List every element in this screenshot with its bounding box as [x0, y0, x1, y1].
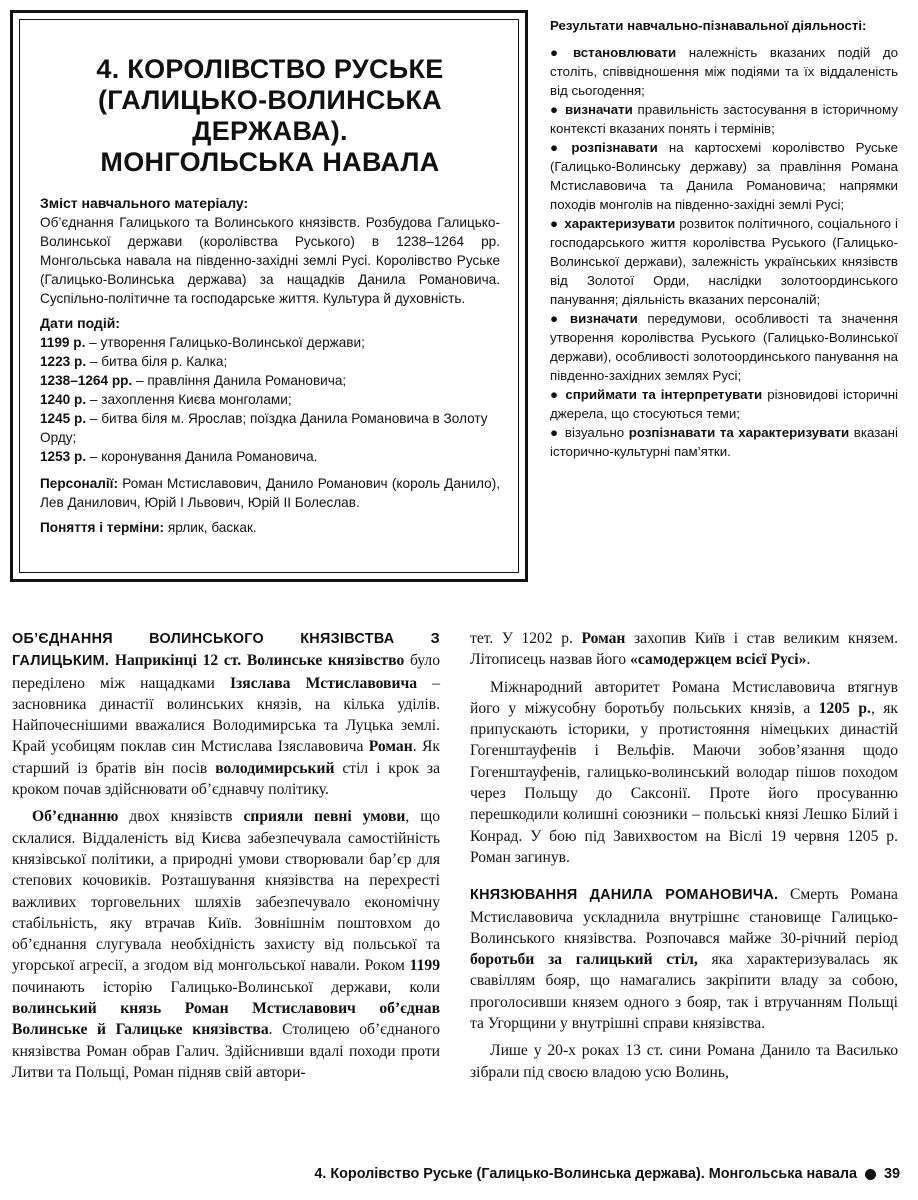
main-column-left — [12, 628, 440, 1089]
result-verb: сприймати та інтерпретувати — [565, 387, 763, 402]
text-run: . — [806, 651, 811, 669]
date-item — [40, 352, 500, 371]
result-item — [550, 138, 898, 214]
paragraph — [12, 806, 440, 1083]
text-run: Смерть Романа Мстиславовича ускладнила внутрішнє становище Галицько-Волинського князівства. Розпочався майже 30-річний період — [470, 886, 898, 947]
date-text: – битва біля р. Калка; — [86, 354, 228, 369]
result-text: вказані історично-культурні пам’ятки. — [550, 425, 898, 459]
result-verb: характеризувати — [564, 216, 676, 231]
date-item — [40, 333, 500, 352]
content-text: Об’єднання Галицького та Волинського князівств. Розбудова Галицько-Волинської держави (королівства Руського) в 1238–1264 рр. Монгольська навала на південно-західні землі Русі. Королівство Руське (Галицько-Волинська держава) за нащадків Данила Романовича. Суспільно-політичне та господарське життя. Культура й духовність. — [40, 215, 500, 306]
page-footer — [314, 1166, 900, 1182]
result-item — [550, 43, 898, 100]
date-text: – битва біля м. Ярослав; поїздка Данила Романовича в Золоту Орду; — [40, 411, 488, 445]
result-item — [550, 385, 898, 423]
terms-label: Поняття і терміни: — [40, 520, 165, 535]
bold-run: «самодержцем всієї Русі» — [630, 651, 807, 669]
result-text: правильність застосування в історичному контексті вказаних понять і термінів; — [550, 102, 898, 136]
text-run: було переділено між нащадками — [12, 652, 441, 692]
result-item — [550, 100, 898, 138]
bullet-icon: ● — [550, 140, 566, 155]
text-run: . Як старший із братів він посів — [12, 738, 440, 777]
date-item — [40, 390, 500, 409]
result-text: на картосхемі королівство Руське (Галицько-Волинську державу) за правління Романа Мстиславовича та Данила Романовича; напрямки походів монголів на південно-західні землі Русі; — [550, 140, 898, 212]
footer-running-title: 4. Королівство Руське (Галицько-Волинська держава). Монгольська навала — [314, 1166, 857, 1182]
section-1-lead: Наприкінці 12 ст. Волинське князівство — [109, 652, 405, 670]
persons-label: Персоналії: — [40, 476, 119, 491]
chapter-title-line-2: (ГАЛИЦЬКО-ВОЛИНСЬКА ДЕРЖАВА). — [98, 85, 442, 146]
chapter-title — [40, 54, 500, 178]
bold-run: Роман — [581, 630, 626, 647]
dates-heading: Дати подій: — [40, 315, 120, 331]
terms-text: ярлик, баскак. — [164, 520, 257, 535]
text-run: двох князівств — [118, 808, 244, 826]
bold-run: Роман — [368, 738, 413, 756]
bold-run: володимирський — [215, 759, 335, 777]
result-verb: розпізнавати — [571, 140, 658, 155]
bullet-icon: ● — [550, 102, 559, 117]
section-1-paragraph — [12, 628, 440, 800]
bold-run: Об’єднанню — [32, 808, 119, 826]
text-run: , що склалися. Віддаленість від Києва забезпечувала самостійність князівської політики, а природні умови створювали бар’єр для степових кочовиків. Розташування князівства на перехресті важливих торговельних шляхів забезпечувало економічну стабільність, яку втрачав Київ. Зовнішнім поштовхом до об’єднання слугувала необхідність захисту від польської та угорської агресії, а згодом від монгольської навали. Роком — [12, 808, 440, 975]
text-run: . Столицею об’єднаного князівства Роман обрав Галич. Здійснивши вдалі походи проти Литви та Польщі, Роман підняв свій автори- — [12, 1021, 440, 1081]
result-item — [550, 214, 898, 309]
text-run: стіл і крок за кроком почав здійснювати об’єднавчу політику. — [12, 759, 440, 799]
result-text: різновидові історичні джерела, що стосуються теми; — [550, 387, 898, 421]
result-verb: встановлювати — [572, 45, 677, 60]
bold-run: сприяли певні умови — [243, 808, 406, 826]
result-verb: розпізнавати та характеризувати — [628, 425, 850, 440]
chapter-title-line-3: МОНГОЛЬСЬКА НАВАЛА — [100, 147, 440, 177]
bullet-icon — [865, 1169, 876, 1180]
result-verb: визначати — [565, 102, 633, 117]
section-2-heading: КНЯЗЮВАННЯ ДАНИЛА РОМАНОВИЧА. — [470, 887, 779, 904]
text-run: Міжнародний авторитет Романа Мстиславовича втягнув його у міжусобну боротьбу польських князів, а — [470, 678, 898, 717]
date-year: 1253 р. — [40, 449, 87, 464]
bullet-icon: ● — [550, 425, 559, 440]
main-column-right — [470, 628, 898, 1089]
result-item — [550, 423, 898, 461]
results-list — [550, 43, 898, 461]
learning-results — [550, 16, 898, 461]
result-verb: визначати — [569, 311, 638, 326]
bullet-icon: ● — [550, 387, 560, 402]
bold-run: Ізяслава Мстиславовича — [229, 674, 418, 692]
date-year: 1199 р. — [40, 335, 86, 350]
result-text: належність вказаних подій до століть, співвідношення між подіями та їх віддаленість від сьогодення; — [550, 45, 898, 98]
bullet-icon: ● — [550, 45, 567, 60]
bullet-icon: ● — [550, 216, 559, 231]
bold-run: 1205 р. — [818, 699, 871, 717]
date-text: – коронування Данила Романовича. — [86, 449, 318, 464]
date-text: – захоплення Києва монголами; — [86, 392, 292, 407]
result-item — [550, 309, 898, 385]
persons-text: Роман Мстиславович, Данило Романович (король Данило), Лев Данилович, Юрій I Львович, Юрій II Болеслав. — [40, 476, 500, 510]
chapter-title-line-1: 4. КОРОЛІВСТВО РУСЬКЕ — [96, 54, 444, 84]
paragraph — [470, 628, 898, 671]
section-1-heading: ОБ’ЄДНАННЯ ВОЛИНСЬКОГО КНЯЗІВСТВА З ГАЛИЦЬКИМ. — [12, 631, 440, 670]
bold-run: 1199 — [409, 957, 440, 975]
result-text: розвиток політичного, соціального і господарського життя королівства Руського (Галицько-Волинської держави), залежність українських князівств від Золотої Орди, наслідки золотоординського панування; діяльність вказаних персоналій; — [550, 216, 898, 307]
bold-run: волинський князь Роман Мстиславович об’єднав Волинське й Галицьке князівства — [12, 1000, 440, 1039]
result-pre: візуально — [564, 425, 629, 440]
date-year: 1240 р. — [40, 392, 87, 407]
page-number: 39 — [883, 1166, 900, 1182]
paragraph: Лише у 20-х роках 13 ст. сини Романа Данило та Василько зібрали під своєю владою усю Волинь, — [470, 1042, 898, 1081]
section-2-paragraph — [470, 884, 898, 1034]
date-item — [40, 409, 500, 447]
content-heading: Зміст навчального матеріалу: — [40, 195, 249, 211]
date-year: 1238–1264 рр. — [40, 373, 133, 388]
terms — [40, 518, 500, 537]
result-text: передумови, особливості та значення утворення королівства Руського (Галицько-Волинської держави), особливості золотоординського панування на південно-західних землях Русі; — [550, 311, 898, 383]
paragraph — [470, 677, 898, 869]
bullet-icon: ● — [550, 311, 564, 326]
content-frame — [10, 10, 528, 582]
content-frame-inner — [19, 19, 519, 573]
text-run: яка характеризувалась як свавіллям бояр, що намагались закріпити владу за собою, проголосивши князем одного з бояр, так і втручанням Польщі та Угорщини у внутрішні справи князівства. — [470, 951, 898, 1033]
date-item — [40, 371, 500, 390]
text-run: починають історію Галицько-Волинської держави, коли — [12, 978, 440, 996]
date-year: 1245 р. — [40, 411, 87, 426]
results-title: Результати навчально-пізнавальної діяльності: — [550, 18, 867, 33]
text-run: захопив Київ і став великим князем. Літописець назвав його — [470, 630, 899, 669]
date-text: – правління Данила Романовича; — [132, 373, 347, 388]
date-year: 1223 р. — [40, 354, 87, 369]
date-item — [40, 447, 500, 466]
dates-list — [40, 333, 500, 466]
bold-run: боротьби за галицький стіл, — [470, 951, 698, 969]
text-run: тет. У 1202 р. — [470, 630, 582, 647]
persons — [40, 474, 500, 512]
text-run: , як припускають історики, у протистояння німецьких династій Гогенштауфенів і Вельфів. Маючи зобов’язання щодо Гогенштауфенів, галицько-волинський володар пішов походом через Польщу до Саксонії. Проте його просуванню перешкодили колишні союзники – польські князі Лешко Білий і Конрад. У бою під Завихвостом на Віслі 19 червня 1205 р. Роман загинув. — [470, 699, 898, 866]
date-text: – утворення Галицько-Волинської держави; — [85, 335, 365, 350]
text-run: – засновника династії волинських князів, на кілька уділів. Найпочеснішими вважалися Володимирська та Луцька землі. Край усобицям поклав син Мстислава Ізяславовича — [12, 674, 441, 756]
